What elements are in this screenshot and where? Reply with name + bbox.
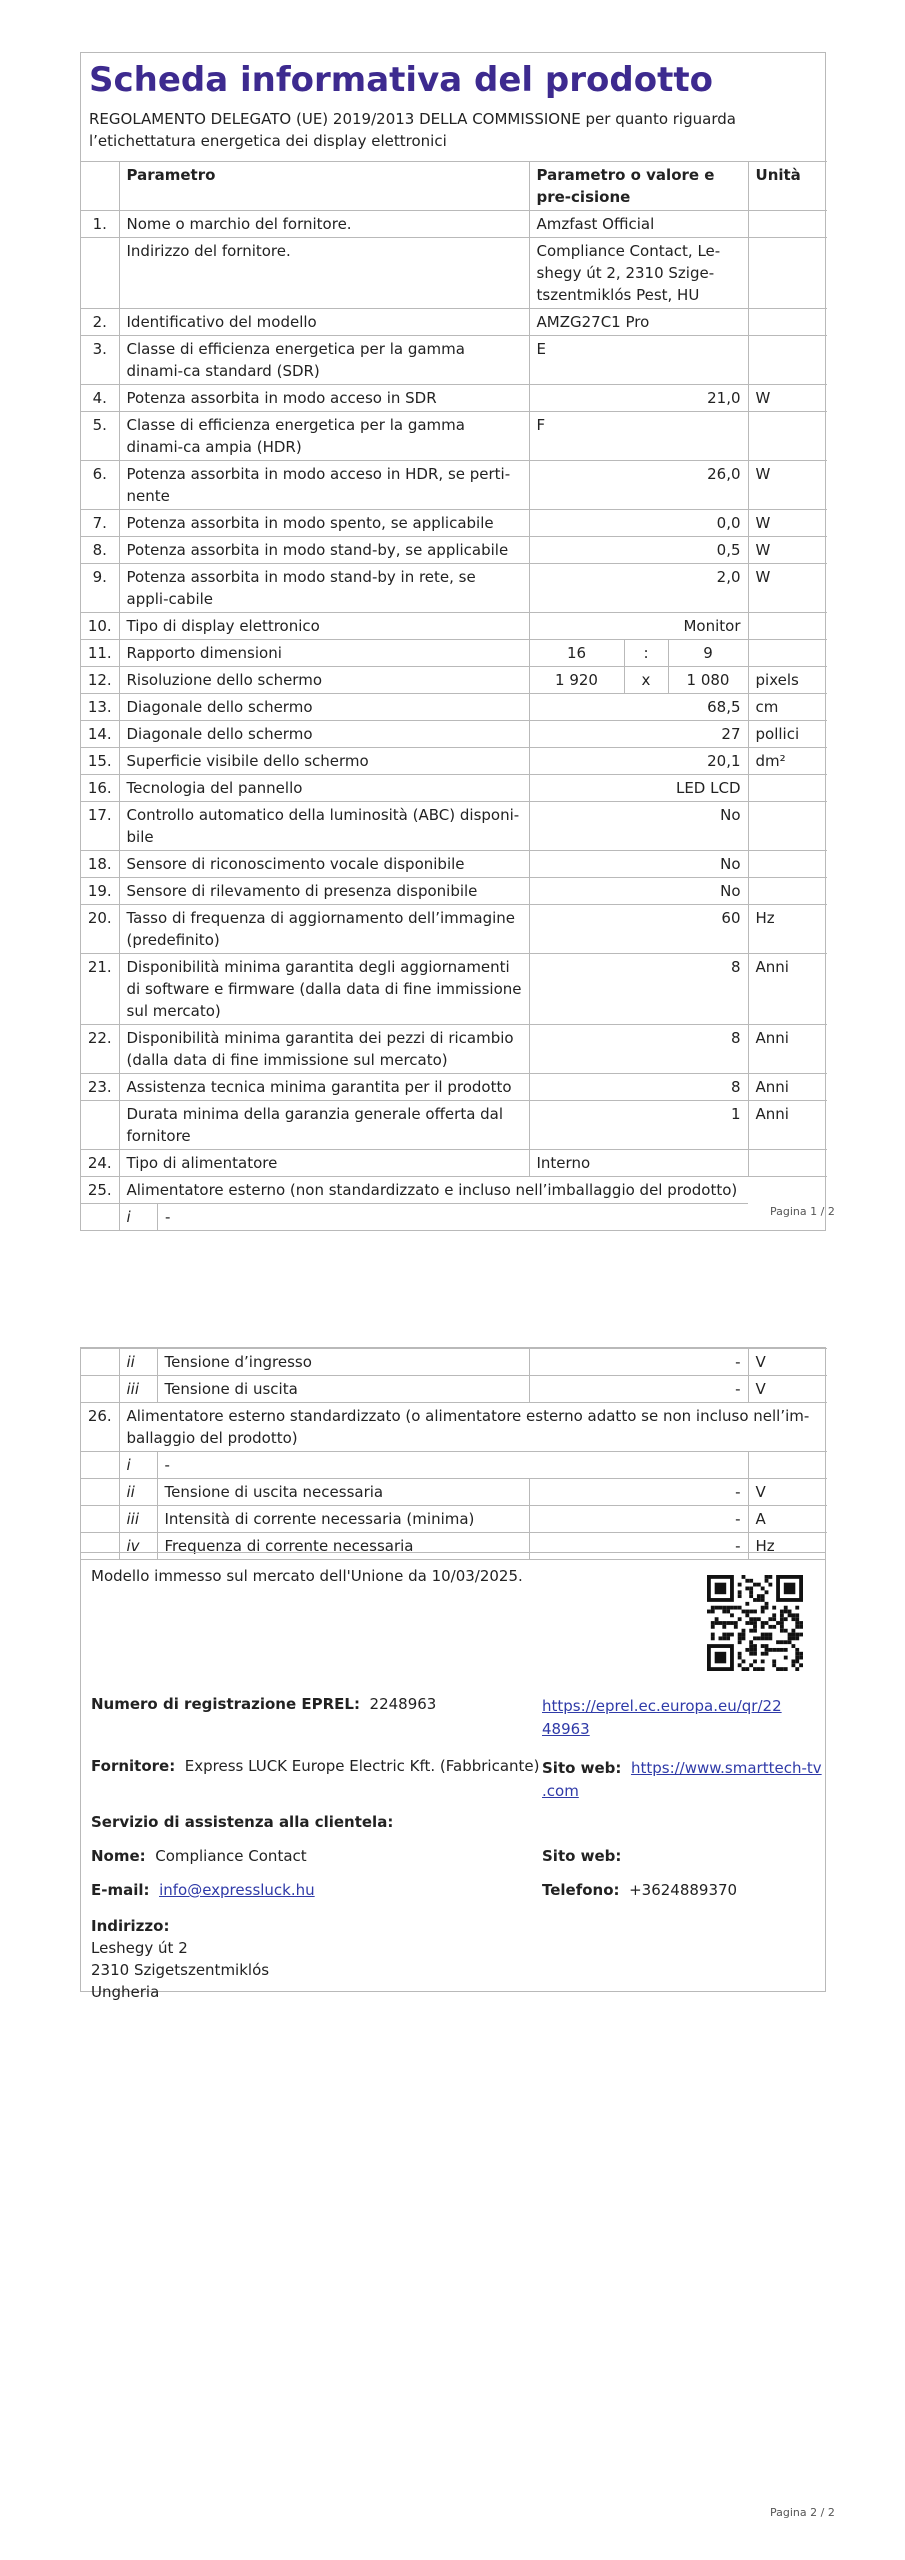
row-text: - — [165, 1207, 171, 1226]
row-param: Tecnologia del pannello — [119, 774, 529, 801]
website-row — [542, 1757, 822, 1803]
row-param: Tipo di display elettronico — [119, 612, 529, 639]
row-num: 11. — [81, 639, 119, 666]
row-num — [81, 1506, 119, 1533]
address-block — [91, 1915, 269, 2003]
row-value: No — [529, 877, 748, 904]
row-num: 24. — [81, 1149, 119, 1176]
table-row — [81, 335, 827, 384]
row-num: 2. — [81, 308, 119, 335]
row-text: - — [157, 1452, 748, 1479]
row-value: 27 — [529, 720, 748, 747]
contact-name-row — [91, 1847, 307, 1865]
table-row — [81, 1176, 827, 1203]
table-row — [81, 747, 827, 774]
spec-table — [81, 161, 827, 1230]
qr-code-icon[interactable] — [707, 1575, 803, 1671]
row-num: 21. — [81, 953, 119, 1024]
phone-value: +3624889370 — [629, 1881, 738, 1899]
row-unit: V — [748, 1376, 827, 1403]
row-param: Potenza assorbita in modo stand-by in rete, se appli-cabile — [119, 563, 529, 612]
table-row — [81, 953, 827, 1024]
row-unit: W — [748, 563, 827, 612]
row-roman: iv — [119, 1533, 157, 1560]
row-param: Classe di efficienza energetica per la gamma dinami-ca ampia (HDR) — [119, 411, 529, 460]
row-value-2: 1 080 — [668, 666, 748, 693]
row-num: 25. — [81, 1176, 119, 1203]
table-row — [81, 1024, 827, 1073]
eprel-link-line-2[interactable]: 48963 — [542, 1720, 590, 1738]
page-number: Pagina 1 / 2 — [770, 1205, 835, 1218]
row-value: 68,5 — [529, 693, 748, 720]
row-unit: pixels — [748, 666, 827, 693]
row-num: 3. — [81, 335, 119, 384]
row-unit — [748, 774, 827, 801]
row-unit: pollici — [748, 720, 827, 747]
table-row — [81, 1403, 827, 1452]
header-num — [81, 161, 119, 210]
row-unit: W — [748, 460, 827, 509]
row-unit: dm² — [748, 747, 827, 774]
market-date-text: Modello immesso sul mercato dell'Unione da 10/03/2025. — [91, 1567, 523, 1585]
row-unit: A — [748, 1506, 827, 1533]
row-roman: iii — [119, 1506, 157, 1533]
row-param: Intensità di corrente necessaria (minima) — [157, 1506, 529, 1533]
row-num: 8. — [81, 536, 119, 563]
table-row — [81, 877, 827, 904]
eprel-row — [91, 1695, 436, 1713]
row-value: Compliance Contact, Le-shegy út 2, 2310 Szige-tszentmiklós Pest, HU — [529, 237, 748, 308]
row-num: 19. — [81, 877, 119, 904]
row-roman: iii — [119, 1376, 157, 1403]
row-value: 21,0 — [529, 384, 748, 411]
page-1 — [0, 0, 905, 1250]
row-num: 14. — [81, 720, 119, 747]
table-row — [81, 509, 827, 536]
row-value: 2,0 — [529, 563, 748, 612]
supplier-label: Fornitore: — [91, 1757, 176, 1775]
row-value: Monitor — [529, 612, 748, 639]
row-value: - — [529, 1533, 748, 1560]
table-header-row — [81, 161, 827, 210]
row-value: AMZG27C1 Pro — [529, 308, 748, 335]
row-num: 9. — [81, 563, 119, 612]
row-unit: Anni — [748, 953, 827, 1024]
row-num: 6. — [81, 460, 119, 509]
row-value: 0,5 — [529, 536, 748, 563]
supplier-row — [91, 1757, 540, 1775]
table-row — [81, 1452, 827, 1479]
table-row — [81, 563, 827, 612]
row-param: Frequenza di corrente necessaria — [157, 1533, 529, 1560]
row-unit — [748, 877, 827, 904]
eprel-link[interactable] — [542, 1695, 782, 1741]
row-unit — [748, 308, 827, 335]
row-unit — [748, 801, 827, 850]
table-row — [81, 1073, 827, 1100]
row-value: - — [529, 1349, 748, 1376]
phone-label: Telefono: — [542, 1881, 620, 1899]
row-num — [81, 237, 119, 308]
row-num: 5. — [81, 411, 119, 460]
email-link[interactable]: info@expressluck.hu — [159, 1881, 315, 1899]
row-param: Durata minima della garanzia generale offerta dal fornitore — [119, 1100, 529, 1149]
row-param: Diagonale dello schermo — [119, 720, 529, 747]
website-link-line-2[interactable]: .com — [542, 1782, 579, 1800]
row-num: 13. — [81, 693, 119, 720]
table-row — [81, 237, 827, 308]
page-number: Pagina 2 / 2 — [770, 2506, 835, 2519]
sub-table — [120, 1204, 749, 1230]
row-unit: V — [748, 1349, 827, 1376]
table-row — [81, 1349, 827, 1376]
row-unit — [748, 1452, 827, 1479]
row-value-sep: : — [624, 639, 668, 666]
table-row — [81, 1203, 827, 1230]
row-value: 8 — [529, 1024, 748, 1073]
row-num: 10. — [81, 612, 119, 639]
table-row — [81, 384, 827, 411]
row-value: 26,0 — [529, 460, 748, 509]
email-label: E-mail: — [91, 1881, 150, 1899]
row-value-sep: x — [624, 666, 668, 693]
row-param: Tensione di uscita necessaria — [157, 1479, 529, 1506]
table-row — [81, 1100, 827, 1149]
supplier-value: Express LUCK Europe Electric Kft. (Fabbricante) — [184, 1757, 540, 1775]
row-num — [81, 1452, 119, 1479]
row-param: Tasso di frequenza di aggiornamento dell’immagine (predefinito) — [119, 904, 529, 953]
table-row — [81, 850, 827, 877]
row-param: Indirizzo del fornitore. — [119, 237, 529, 308]
row-num: 23. — [81, 1073, 119, 1100]
header-value: Parametro o valore e pre-cisione — [529, 161, 748, 210]
row-num: 7. — [81, 509, 119, 536]
row-roman: i — [120, 1204, 158, 1230]
sheet-title: Scheda informativa del prodotto — [89, 60, 713, 100]
row-num: 15. — [81, 747, 119, 774]
row-roman: i — [119, 1452, 157, 1479]
eprel-number: 2248963 — [369, 1695, 437, 1713]
email-row — [91, 1881, 315, 1899]
spec-table-2 — [81, 1348, 827, 1559]
row-num — [81, 1349, 119, 1376]
row-unit: Anni — [748, 1073, 827, 1100]
row-value-2: 9 — [668, 639, 748, 666]
row-param: Disponibilità minima garantita dei pezzi di ricambio (dalla data di fine immissione sul mercato) — [119, 1024, 529, 1073]
row-unit: W — [748, 536, 827, 563]
row-value: 1 — [529, 1100, 748, 1149]
row-roman: ii — [119, 1479, 157, 1506]
row-value: 0,0 — [529, 509, 748, 536]
row-unit — [748, 237, 827, 308]
row-roman: ii — [119, 1349, 157, 1376]
page-2 — [0, 1250, 905, 2560]
row-unit — [748, 1149, 827, 1176]
table-row — [81, 308, 827, 335]
header-unit: Unità — [748, 161, 827, 210]
header-param: Parametro — [119, 161, 529, 210]
address-line-2: 2310 Szigetszentmiklós — [91, 1961, 270, 1979]
row-param: Disponibilità minima garantita degli aggiornamenti di software e firmware (dalla data di fine immissione sul mercato) — [119, 953, 529, 1024]
row-value-1: 1 920 — [529, 666, 624, 693]
row-param: Potenza assorbita in modo stand-by, se applicabile — [119, 536, 529, 563]
supplier-info-box — [80, 1552, 826, 2001]
row-num: 12. — [81, 666, 119, 693]
sheet-subtitle: REGOLAMENTO DELEGATO (UE) 2019/2013 DELLA COMMISSIONE per quanto riguarda l’etichettatura energetica dei display elettronici — [89, 109, 736, 150]
service-title: Servizio di assistenza alla clientela: — [91, 1813, 394, 1831]
row-param: Identificativo del modello — [119, 308, 529, 335]
row-unit — [748, 411, 827, 460]
row-num: 22. — [81, 1024, 119, 1073]
row-unit: cm — [748, 693, 827, 720]
row-value: 8 — [529, 1073, 748, 1100]
row-num: 17. — [81, 801, 119, 850]
table-row — [81, 210, 827, 237]
row-param: Superficie visibile dello schermo — [119, 747, 529, 774]
spec-table-continued — [80, 1347, 826, 1560]
name-value: Compliance Contact — [155, 1847, 307, 1865]
row-value: 8 — [529, 953, 748, 1024]
row-value: F — [529, 411, 748, 460]
row-value: - — [529, 1376, 748, 1403]
address-line-1: Leshegy út 2 — [91, 1939, 188, 1957]
row-value-1: 16 — [529, 639, 624, 666]
row-param: Tensione di uscita — [157, 1376, 529, 1403]
row-unit — [748, 639, 827, 666]
row-param: Sensore di riconoscimento vocale disponibile — [119, 850, 529, 877]
row-unit — [748, 612, 827, 639]
row-unit: Hz — [748, 1533, 827, 1560]
table-row — [81, 1149, 827, 1176]
row-unit — [748, 210, 827, 237]
row-value: 60 — [529, 904, 748, 953]
row-param: Potenza assorbita in modo acceso in HDR, se perti-nente — [119, 460, 529, 509]
row-unit — [748, 850, 827, 877]
row-num: 20. — [81, 904, 119, 953]
row-value: No — [529, 850, 748, 877]
row-sub — [119, 1203, 748, 1230]
row-num: 1. — [81, 210, 119, 237]
table-row — [81, 460, 827, 509]
row-value: - — [529, 1479, 748, 1506]
eprel-label: Numero di registrazione EPREL: — [91, 1695, 360, 1713]
row-param: Nome o marchio del fornitore. — [119, 210, 529, 237]
row-unit — [748, 335, 827, 384]
table-row — [81, 1376, 827, 1403]
row-unit: W — [748, 384, 827, 411]
eprel-link-line-1[interactable]: https://eprel.ec.europa.eu/qr/22 — [542, 1697, 782, 1715]
address-label: Indirizzo: — [91, 1917, 170, 1935]
table-row — [81, 801, 827, 850]
row-value: 20,1 — [529, 747, 748, 774]
row-value: E — [529, 335, 748, 384]
row-num — [81, 1376, 119, 1403]
table-row — [81, 639, 827, 666]
phone-row — [542, 1881, 737, 1899]
row-num: 4. — [81, 384, 119, 411]
name-label: Nome: — [91, 1847, 146, 1865]
row-param: Diagonale dello schermo — [119, 693, 529, 720]
website-label: Sito web: — [542, 1759, 622, 1777]
table-row — [81, 536, 827, 563]
row-param: Risoluzione dello schermo — [119, 666, 529, 693]
table-row — [81, 720, 827, 747]
table-row — [81, 774, 827, 801]
website-link-line-1[interactable]: https://www.smarttech-tv — [630, 1759, 822, 1777]
row-num — [81, 1203, 119, 1230]
sub-row — [120, 1204, 749, 1230]
product-info-sheet — [80, 52, 826, 1231]
table-row — [81, 1506, 827, 1533]
row-param: Potenza assorbita in modo spento, se applicabile — [119, 509, 529, 536]
table-row — [81, 1479, 827, 1506]
row-param: Tipo di alimentatore — [119, 1149, 529, 1176]
row-param: Controllo automatico della luminosità (ABC) disponi-bile — [119, 801, 529, 850]
row-value: Amzfast Official — [529, 210, 748, 237]
website2-label: Sito web: — [542, 1847, 622, 1865]
row-param: Sensore di rilevamento di presenza disponibile — [119, 877, 529, 904]
row-num — [81, 1479, 119, 1506]
table-row — [81, 693, 827, 720]
row-value: - — [529, 1506, 748, 1533]
row-unit: W — [748, 509, 827, 536]
table-row — [81, 666, 827, 693]
row-num — [81, 1100, 119, 1149]
row-param: Classe di efficienza energetica per la gamma dinami-ca standard (SDR) — [119, 335, 529, 384]
table-row — [81, 411, 827, 460]
table-row — [81, 612, 827, 639]
row-param: Alimentatore esterno (non standardizzato e incluso nell’imballaggio del prodotto) — [119, 1176, 827, 1203]
row-num: 16. — [81, 774, 119, 801]
row-param: Alimentatore esterno standardizzato (o alimentatore esterno adatto se non incluso nell’im-ballaggio del prodotto) — [119, 1403, 827, 1452]
row-param: Assistenza tecnica minima garantita per il prodotto — [119, 1073, 529, 1100]
row-value: LED LCD — [529, 774, 748, 801]
row-param: Potenza assorbita in modo acceso in SDR — [119, 384, 529, 411]
row-value: Interno — [529, 1149, 748, 1176]
row-param: Rapporto dimensioni — [119, 639, 529, 666]
row-unit: V — [748, 1479, 827, 1506]
row-unit: Hz — [748, 904, 827, 953]
row-unit: Anni — [748, 1100, 827, 1149]
row-num: 18. — [81, 850, 119, 877]
row-num: 26. — [81, 1403, 119, 1452]
row-param: Tensione d’ingresso — [157, 1349, 529, 1376]
row-unit: Anni — [748, 1024, 827, 1073]
row-value: No — [529, 801, 748, 850]
address-line-3: Ungheria — [91, 1983, 160, 2001]
table-row — [81, 904, 827, 953]
